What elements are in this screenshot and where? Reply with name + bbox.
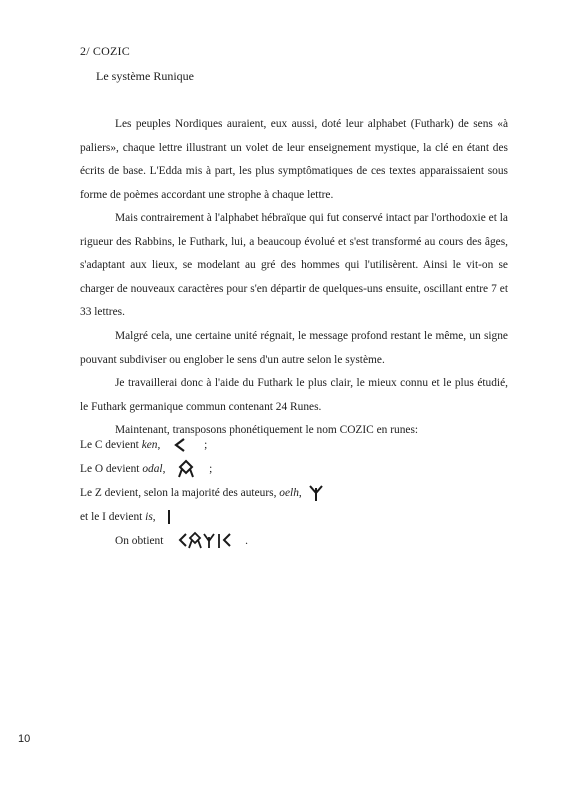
rune-line-z	[80, 482, 323, 504]
rune-line-prefix: Le Z devient, selon la majorité des auteurs,	[80, 487, 280, 499]
ken-rune-icon	[173, 437, 187, 453]
rune-line-c	[80, 434, 207, 456]
rune-line-prefix: Le C devient	[80, 439, 142, 451]
rune-name: ken	[141, 439, 158, 451]
rune-separator: ,	[162, 463, 166, 475]
paragraph-5: Maintenant, transposons phonétiquement le nom COZIC en runes:	[115, 424, 419, 436]
result-suffix: .	[245, 535, 248, 547]
cozic-runes-icon	[178, 531, 232, 551]
rune-line-o	[80, 458, 212, 480]
rune-name: is	[145, 511, 153, 523]
paragraph-2: Mais contrairement à l'alphabet hébraïque qui fut conservé intact par l'orthodoxie et la rigueur des Rabbins, le Futhark, lui, a beaucoup évolué et s'est transformé au cours des âges, s'adaptant aux lieux, se modelant au gré des hommes qui l'utilisèrent. Ainsi le vit-on se charger de nouveaux caractères pour s'en départir de quelques-uns ensuite, oscillant entre 7 et 33 lettres.	[80, 212, 508, 318]
result-label: On obtient	[115, 535, 164, 547]
paragraph-4: Je travaillerai donc à l'aide du Futhark le plus clair, le mieux connu et le plus étudié, le Futhark germanique commun contenant 24 Runes.	[80, 377, 508, 413]
paragraph-3: Malgré cela, une certaine unité régnait, le message profond restant le même, un signe pouvant subdiviser ou englober le sens d'un autre selon le système.	[80, 330, 508, 366]
isa-rune-icon	[166, 509, 172, 525]
section-heading: 2/ COZIC	[80, 44, 130, 58]
rune-name: oelh	[279, 487, 299, 499]
elhaz-rune-icon	[309, 484, 323, 502]
odal-rune-icon	[178, 459, 194, 479]
rune-line-suffix: ;	[204, 439, 208, 451]
rune-separator: ,	[152, 511, 156, 523]
rune-separator: ,	[298, 487, 302, 499]
paragraph-1: Les peuples Nordiques auraient, eux aussi, doté leur alphabet (Futhark) de sens «à paliers», chaque lettre illustrant un volet de leur enseignement mystique, la clé en étant des écrits de base. L'Edda mis à part, les plus symptômatiques de ces textes apparaissaient sous forme de poèmes accordant une strophe à chaque lettre.	[80, 118, 508, 201]
rune-name: odal	[142, 463, 163, 475]
rune-line-i	[80, 506, 172, 528]
rune-separator: ,	[157, 439, 161, 451]
page-number: 10	[18, 733, 31, 745]
rune-result-line	[115, 530, 248, 552]
rune-line-suffix: ;	[209, 463, 213, 475]
section-subheading: Le système Runique	[96, 69, 194, 83]
rune-line-prefix: Le O devient	[80, 463, 143, 475]
rune-line-prefix: et le I devient	[80, 511, 146, 523]
